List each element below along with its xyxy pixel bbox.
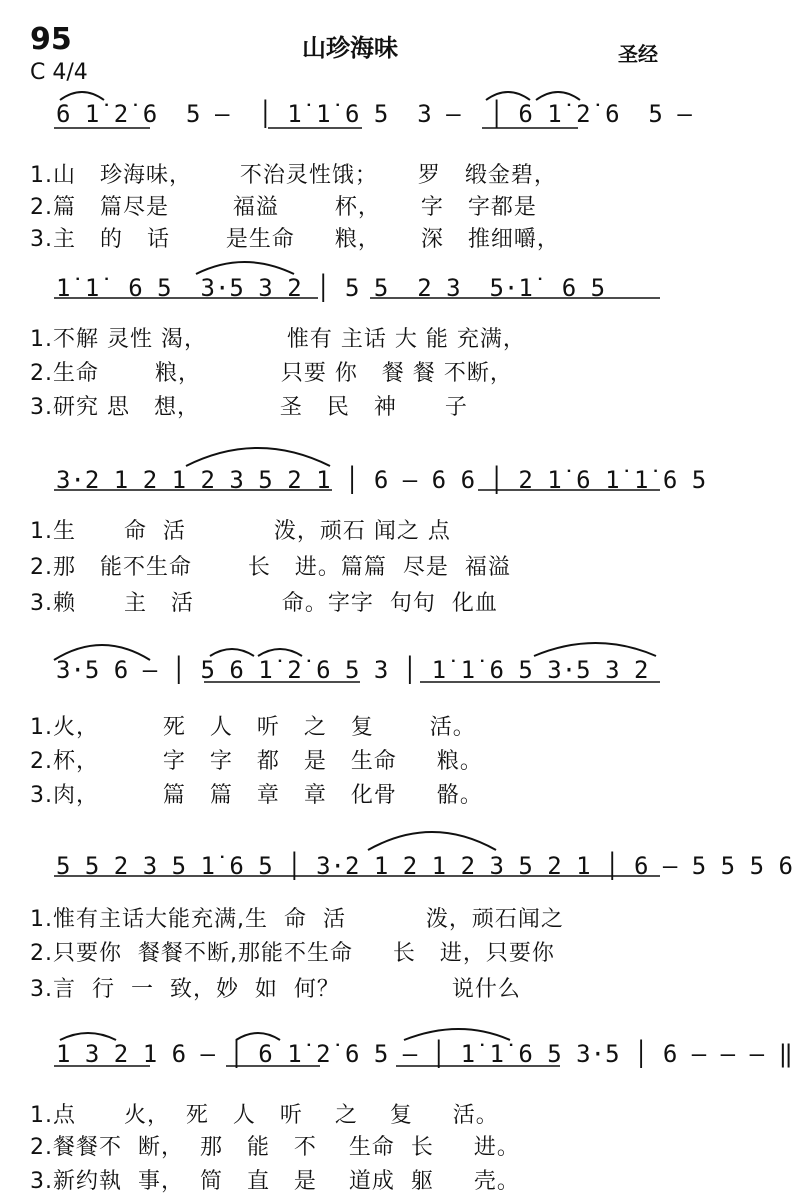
slur-mark (404, 1029, 510, 1040)
notation-line: 3·2 1 2 1 2 3 5 2 1 │ 6 — 6 6 │ 2 1̇ 6 1̇ 1̇ 6 5 (56, 466, 707, 494)
lyric-line: 2.那 能不生命 长 进。篇篇 尽是 福溢 (30, 555, 511, 580)
slur-mark (60, 92, 104, 100)
song-title: 山珍海味 (302, 34, 398, 62)
slur-mark (236, 1033, 280, 1040)
lyric-line: 2.篇 篇尽是 福溢 杯， 字 字都是 (30, 195, 537, 220)
lyric-line: 1.山 珍海味， 不治灵性饿； 罗 缎金碧， (30, 163, 557, 188)
lyric-line: 1.惟有主话大能充满,生 命 活 泼，顽石闻之 (30, 907, 564, 932)
lyric-line: 3.肉， 篇 篇 章 章 化骨 骼。 (30, 783, 483, 808)
key-signature: C 4/4 (30, 60, 88, 85)
lyric-line: 1.不解 灵性 渴， 惟有 主话 大 能 充满， (30, 327, 526, 352)
lyric-line: 3.言 行 一 致，妙 如 何？ 说什么 (30, 977, 521, 1002)
slur-mark (536, 92, 580, 100)
lyric-line: 2.餐餐不 断， 那 能 不 生命 长 进。 (30, 1135, 520, 1160)
slur-mark (486, 92, 530, 100)
slur-mark (534, 643, 656, 656)
notation-line: 6 1̇ 2̇ 6 5 — │ 1̇ 1̇ 6 5 3 — │ 6 1̇ 2̇ 6 5 — (56, 100, 692, 128)
notation-line: 5 5 2 3 5 1̇ 6 5 │ 3·2 1 2 1 2 3 5 2 1 │ 6 — 5 5 5 6 (56, 852, 793, 880)
slur-mark (54, 645, 150, 660)
lyric-line: 1.生 命 活 泼，顽石 闻之 点 (30, 519, 451, 544)
slur-mark (196, 262, 294, 274)
lyric-line: 2.只要你 餐餐不断,那能不生命 长 进，只要你 (30, 941, 555, 966)
lyric-line: 2.生命 粮， 只要 你 餐 餐 不断， (30, 361, 513, 386)
notation-line: 1̇ 1̇ 6 5 3·5 3 2 │ 5 5 2 3 5·1̇ 6 5 (56, 274, 606, 302)
slur-mark (368, 832, 496, 850)
notation-line: 1 3 2 1 6 — │ 6 1̇ 2̇ 6 5 — │ 1̇ 1̇ 6 5 3·5 │ 6 — — — ‖ (56, 1040, 793, 1068)
lyric-line: 1.点 火， 死 人 听 之 复 活。 (30, 1103, 499, 1128)
notation-line: 3·5 6 — │ 5 6 1̇ 2̇ 6 5 3 │ 1̇ 1̇ 6 5 3·5 3 2 (56, 656, 649, 684)
hymn-number: 95 (30, 22, 72, 57)
slur-mark (186, 448, 330, 466)
slur-mark (60, 1033, 116, 1040)
slur-mark (210, 649, 254, 656)
lyric-line: 1.火， 死 人 听 之 复 活。 (30, 715, 476, 740)
lyric-line: 3.主 的 话 是生命 粮， 深 推细嚼， (30, 227, 560, 252)
lyric-line: 3.新约執 事， 简 直 是 道成 躯 壳。 (30, 1169, 520, 1194)
lyric-line: 3.赖 主 活 命。字字 句句 化血 (30, 591, 498, 616)
lyric-line: 3.研究 思 想， 圣 民 神 子 (30, 395, 468, 420)
slur-mark (258, 649, 302, 656)
lyric-line: 2.杯， 字 字 都 是 生命 粮。 (30, 749, 483, 774)
attribution: 圣经 (618, 42, 658, 66)
